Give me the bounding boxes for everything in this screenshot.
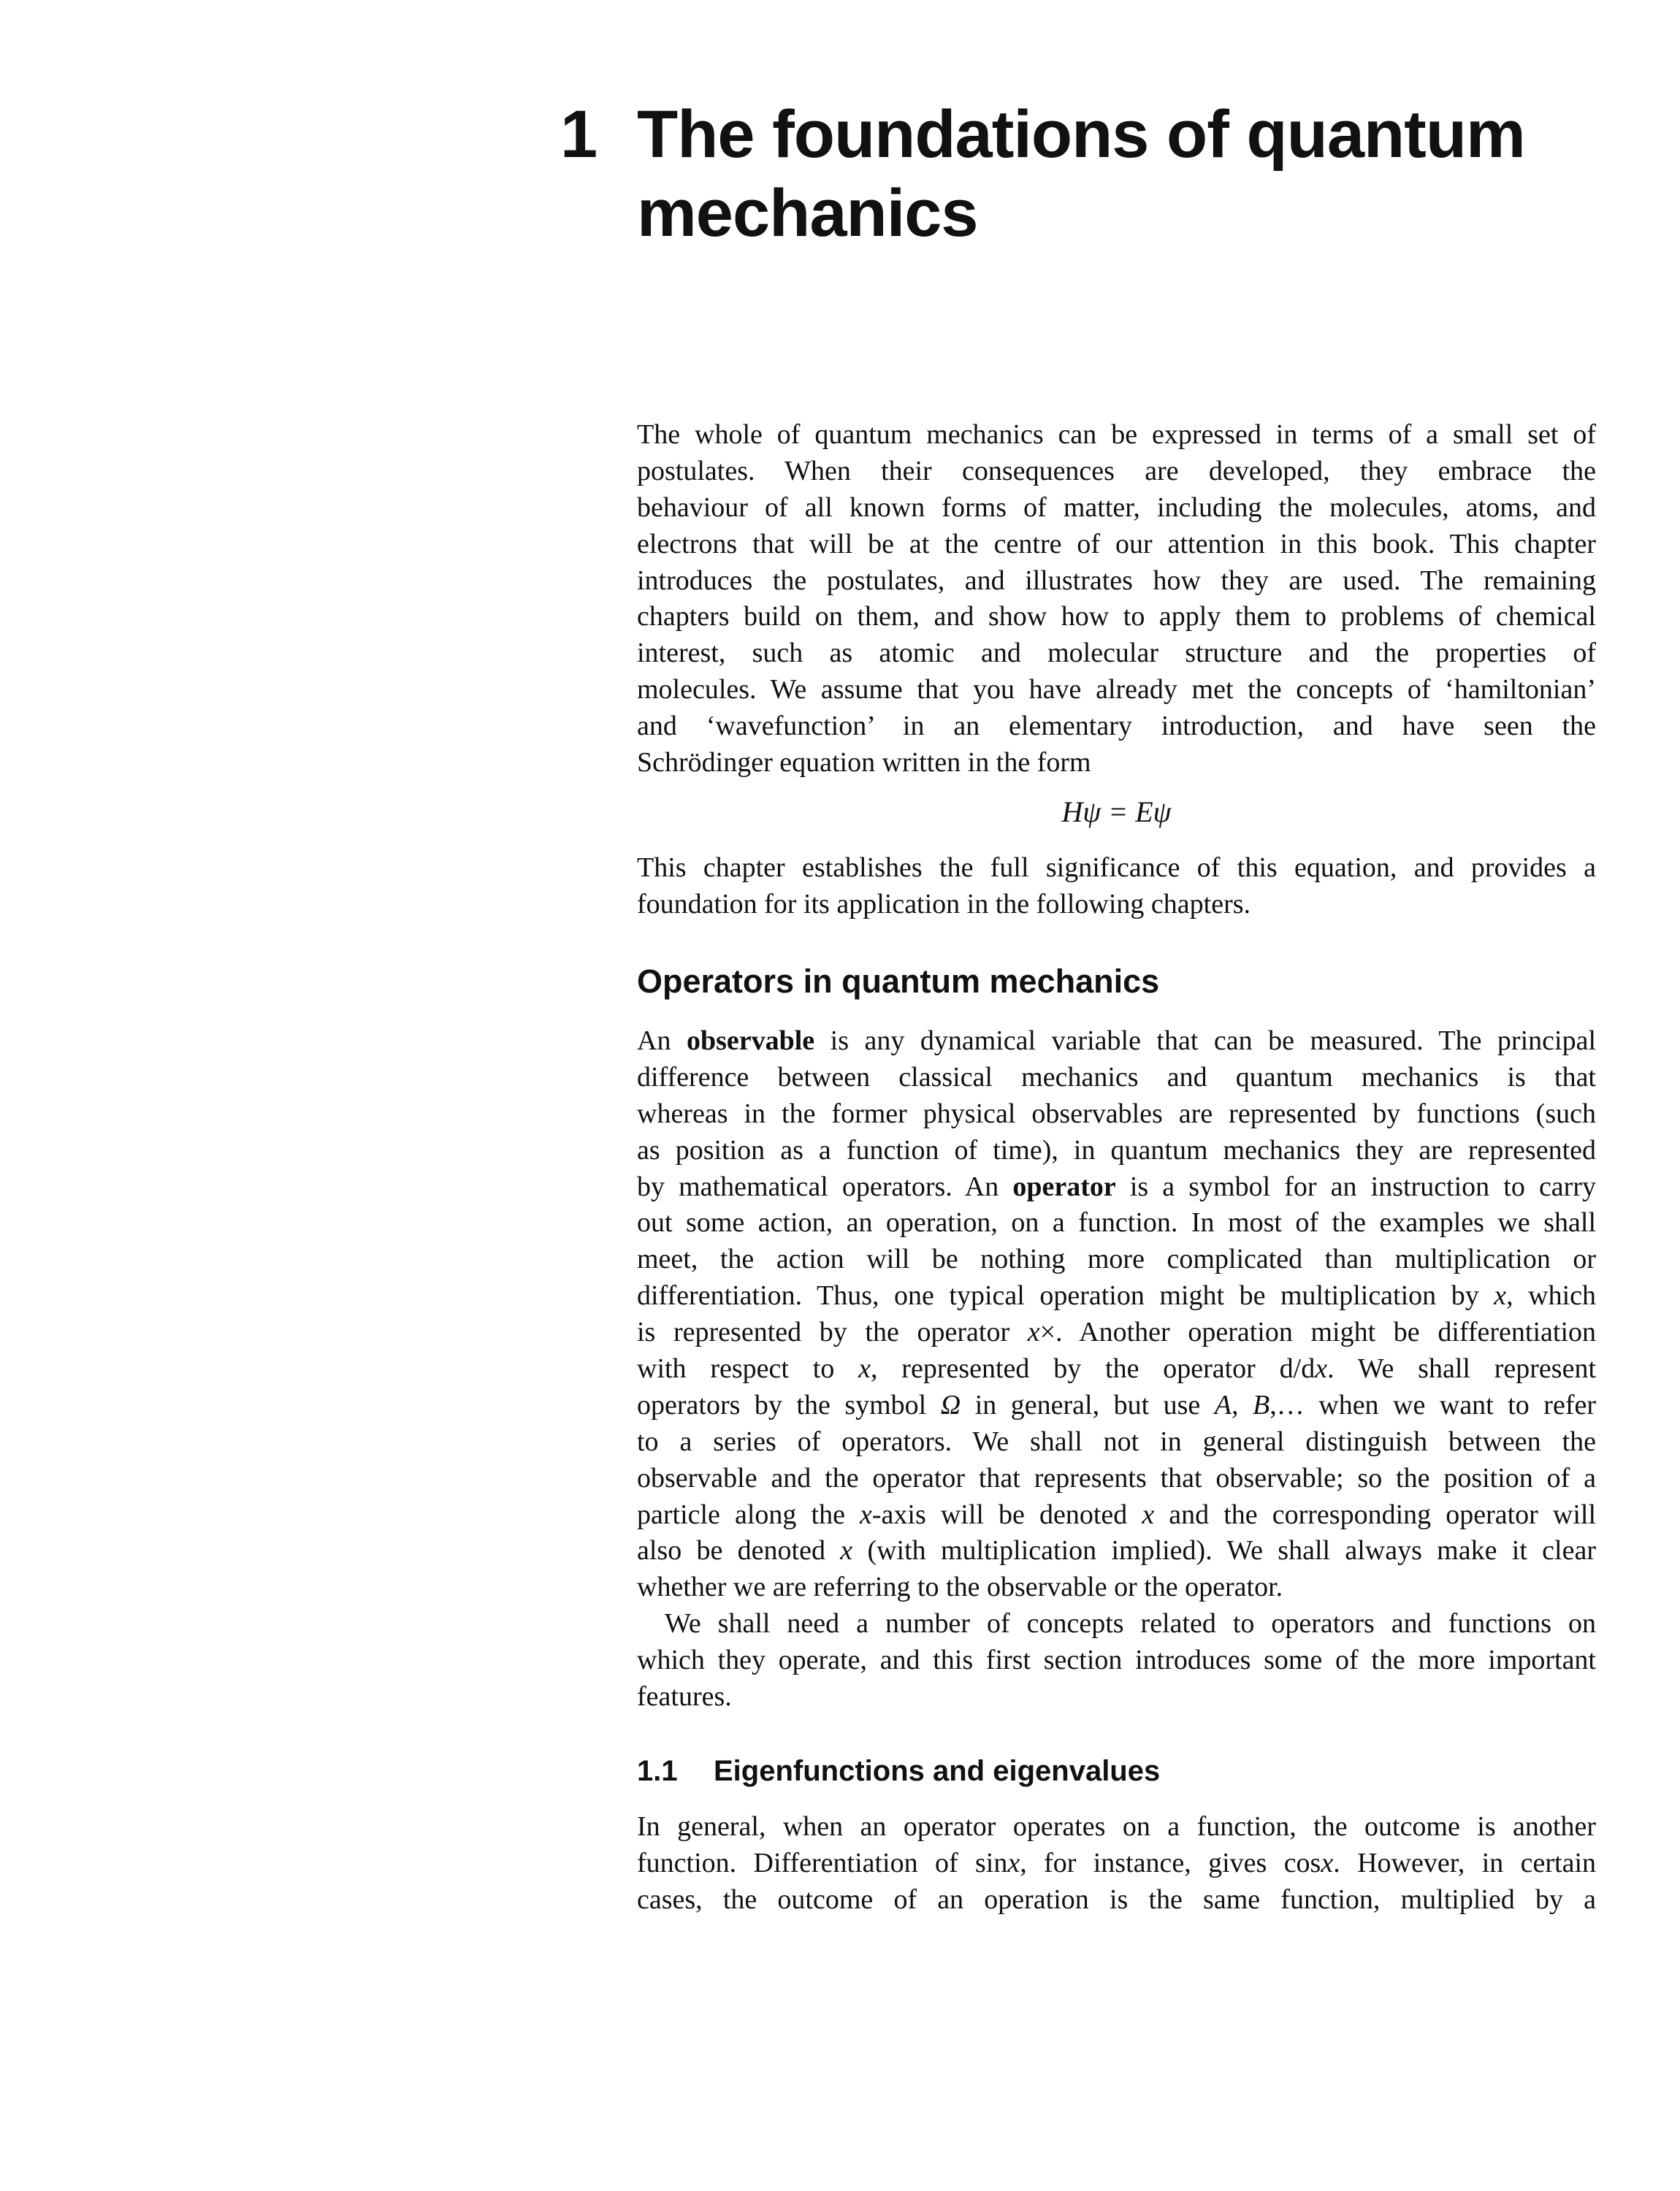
- text-segment: (with multiplication implied). We shall always make it clear: [852, 1535, 1596, 1567]
- chapter-title-line-1: The foundations of quantum: [637, 97, 1525, 172]
- text-segment: which they operate, and this first section introduces some of the more important: [637, 1644, 1596, 1675]
- section-paragraph-1: [637, 1023, 1596, 1606]
- text-line: [637, 635, 1596, 672]
- text-segment: electrons that will be at the centre of our attention in this book. This chapter: [637, 528, 1596, 559]
- text-segment: , which: [1506, 1280, 1597, 1312]
- math-symbol: A: [1214, 1389, 1232, 1420]
- text-segment: postulates. When their consequences are developed, they embrace the: [637, 455, 1596, 486]
- text-line: [637, 745, 1596, 781]
- text-segment: molecules. We assume that you have already met the concepts of ‘hamiltonian’: [637, 674, 1596, 706]
- text-line: [637, 672, 1596, 708]
- text-segment: In general, when an operator operates on a function, the outcome is another: [637, 1811, 1596, 1842]
- math-symbol: x: [840, 1535, 853, 1567]
- text-line: [637, 599, 1596, 635]
- math-symbol: x: [1494, 1280, 1507, 1312]
- text-segment: difference between classical mechanics and quantum mechanics is that: [637, 1061, 1596, 1093]
- bold-term: observable: [686, 1025, 815, 1056]
- text-segment: An: [637, 1025, 687, 1056]
- math-symbol: x: [1315, 1353, 1328, 1385]
- text-line: [637, 490, 1596, 527]
- text-segment: observable and the operator that represents that observable; so the position of a: [637, 1462, 1596, 1494]
- text-segment: . We shall represent: [1327, 1353, 1597, 1385]
- text-segment: . However, in certain: [1333, 1847, 1596, 1878]
- chapter-title-line-2: mechanics: [637, 176, 978, 251]
- text-segment: meet, the action will be nothing more complicated than multiplication or: [637, 1244, 1596, 1275]
- schrodinger-equation: Hψ = Eψ: [1061, 795, 1172, 828]
- math-symbol: x: [1027, 1317, 1040, 1348]
- text-line: [637, 1461, 1596, 1497]
- text-line: [637, 1169, 1596, 1206]
- text-line: [637, 417, 1596, 454]
- text-segment: differentiation. Thus, one typical operation might be multiplication by: [637, 1280, 1494, 1312]
- text-segment: with respect to: [637, 1353, 859, 1385]
- math-symbol: x: [860, 1499, 872, 1530]
- text-segment: ,… when we want to refer: [1269, 1389, 1596, 1420]
- subsection-title: Eigenfunctions and eigenvalues: [714, 1755, 1161, 1787]
- text-line: [637, 1533, 1596, 1569]
- text-line: [637, 1096, 1596, 1133]
- text-segment: foundation for its application in the following chapters.: [637, 888, 1251, 919]
- text-segment: Schrödinger equation written in the form: [637, 747, 1091, 779]
- text-segment: is represented by the operator: [637, 1317, 1028, 1348]
- math-symbol: x: [1007, 1847, 1020, 1878]
- text-segment: and the corresponding operator will: [1154, 1499, 1596, 1530]
- text-segment: by mathematical operators. An: [637, 1171, 1013, 1202]
- text-line: [637, 1882, 1596, 1919]
- bold-term: operator: [1012, 1171, 1116, 1202]
- text-line: [637, 1424, 1596, 1461]
- text-segment: and ‘wavefunction’ in an elementary introduction, and have seen the: [637, 711, 1596, 742]
- text-segment: whether we are referring to the observable or the operator.: [637, 1572, 1283, 1603]
- text-line: [637, 454, 1596, 490]
- section-heading: Operators in quantum mechanics: [637, 963, 1160, 1000]
- text-segment: in general, but use: [961, 1389, 1215, 1420]
- text-line: [637, 1388, 1596, 1424]
- text-line: [637, 563, 1596, 600]
- text-segment: cases, the outcome of an operation is the same function, multiplied by a: [637, 1884, 1596, 1915]
- math-symbol: Ω: [940, 1389, 961, 1420]
- math-symbol: x: [1321, 1847, 1334, 1878]
- math-symbol: x: [1142, 1499, 1155, 1530]
- subsection-heading: [637, 1753, 1160, 1789]
- text-line: [637, 1242, 1596, 1278]
- text-segment: features.: [637, 1680, 732, 1712]
- text-line: [637, 850, 1596, 887]
- math-symbol: B: [1253, 1389, 1270, 1420]
- text-segment: behaviour of all known forms of matter, including the molecules, atoms, and: [637, 492, 1596, 523]
- text-line: [637, 1606, 1596, 1643]
- text-line: [637, 887, 1596, 923]
- section-paragraph-2: [637, 1606, 1596, 1716]
- text-segment: , represented by the operator d/d: [871, 1353, 1316, 1385]
- text-line: [637, 1133, 1596, 1169]
- text-segment: ,: [1232, 1389, 1253, 1420]
- text-line: [637, 708, 1596, 745]
- text-line: [637, 1060, 1596, 1096]
- text-segment: also be denoted: [637, 1535, 841, 1567]
- text-segment: , for instance, gives cos: [1020, 1847, 1321, 1878]
- text-segment: out some action, an operation, on a function. In most of the examples we shall: [637, 1207, 1596, 1239]
- text-line: [637, 527, 1596, 563]
- subsection-paragraph-1: [637, 1809, 1596, 1919]
- text-line: [637, 1205, 1596, 1242]
- text-line: [637, 1846, 1596, 1882]
- text-line: [637, 1679, 1596, 1716]
- text-segment: whereas in the former physical observables are represented by functions (such: [637, 1098, 1596, 1129]
- text-segment: chapters build on them, and show how to apply them to problems of chemical: [637, 601, 1596, 632]
- subsection-number: 1.1: [637, 1755, 678, 1787]
- text-segment: This chapter establishes the full significance of this equation, and provides a: [637, 852, 1596, 883]
- text-line: [637, 1315, 1596, 1351]
- chapter-number: 1: [560, 97, 597, 172]
- text-segment: The whole of quantum mechanics can be expressed in terms of a small set of: [637, 419, 1596, 450]
- text-line: [637, 1643, 1596, 1679]
- text-segment: ×. Another operation might be differentiation: [1039, 1317, 1596, 1348]
- text-segment: as position as a function of time), in quantum mechanics they are represented: [637, 1134, 1596, 1166]
- text-segment: to a series of operators. We shall not in general distinguish between the: [637, 1426, 1596, 1457]
- text-line: [637, 1809, 1596, 1846]
- text-segment: particle along the: [637, 1499, 860, 1530]
- text-line: [637, 1497, 1596, 1534]
- intro-paragraph-1: [637, 417, 1596, 781]
- text-line: [637, 1569, 1596, 1606]
- text-segment: is any dynamical variable that can be measured. The principal: [814, 1025, 1596, 1056]
- text-segment: interest, such as atomic and molecular structure and the properties of: [637, 638, 1596, 669]
- text-segment: -axis will be denoted: [871, 1499, 1142, 1530]
- text-segment: We shall need a number of concepts related to operators and functions on: [665, 1608, 1596, 1639]
- text-segment: is a symbol for an instruction to carry: [1115, 1171, 1596, 1202]
- text-segment: introduces the postulates, and illustrates how they are used. The remaining: [637, 565, 1596, 596]
- math-symbol: x: [858, 1353, 871, 1385]
- text-line: [637, 1023, 1596, 1060]
- text-segment: function. Differentiation of sin: [637, 1847, 1008, 1878]
- text-line: [637, 1351, 1596, 1388]
- text-segment: operators by the symbol: [637, 1389, 941, 1420]
- intro-paragraph-2: [637, 850, 1596, 923]
- text-line: [637, 1278, 1596, 1315]
